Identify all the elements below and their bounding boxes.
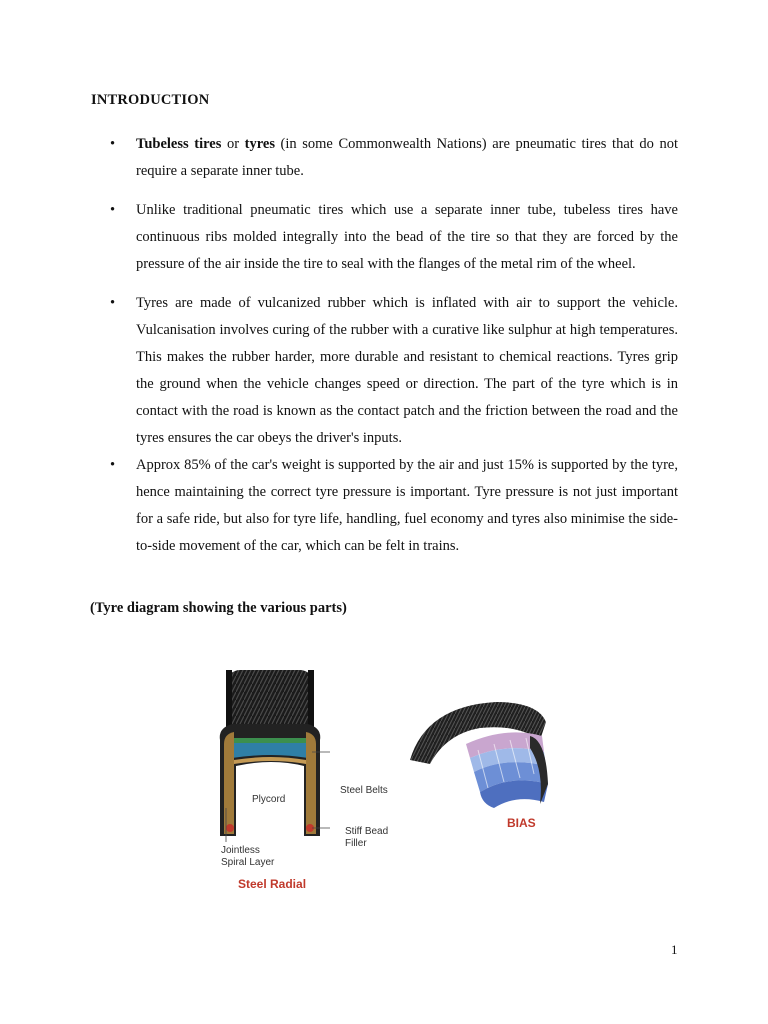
bullet-item-4 (110, 452, 678, 560)
bullet-dot: • (110, 295, 116, 311)
joiner-text: or (221, 136, 245, 152)
term-tyres: tyres (244, 136, 275, 152)
label-plycord: Plycord (252, 794, 286, 805)
bullet-text: Approx 85% of the car's weight is supported by the air and just 15% is supported by the tyre, hence maintaining the correct tyre pressure is important. Tyre pressure is not just important for a safe ride, but also for tyre life, handling, fuel economy and tyres also minimise the side-to-side movement of the car, which can be felt in trains. (136, 457, 678, 554)
steel-radial-tyre-image (212, 668, 332, 848)
label-bias: BIAS (507, 816, 536, 830)
bullet-text: Tyres are made of vulcanized rubber which is inflated with air to support the vehicle. Vulcanisation involves curing of the rubber with a curative like sulphur at high temperatures. This makes the rubber harder, more durable and resistant to chemical reactions. Tyres grip the ground when the vehicle changes speed or direction. The part of the tyre which is in contact with the road is known as the contact patch and the friction between the road and the tyres ensures the car obeys the driver's inputs. (136, 295, 678, 446)
bullet-text: Unlike traditional pneumatic tires which use a separate inner tube, tubeless tires have continuous ribs molded integrally into the bead of the tire so that they are forced by the pressure of the air inside the tire to seal with the flanges of the metal rim of the wheel. (136, 202, 678, 272)
bias-tyre-image (406, 700, 556, 815)
bullet-dot: • (110, 202, 116, 218)
bullet-item-1 (110, 131, 678, 185)
label-steel-belts: Steel Belts (340, 785, 388, 796)
bullet-list (110, 131, 678, 572)
bullet-text: (in some Commonwealth Nations) are pneumatic tires that do not require a separate inner tube. (136, 136, 678, 179)
bullet-item-2 (110, 197, 678, 278)
page-number: 1 (671, 942, 678, 957)
section-heading: INTRODUCTION (91, 92, 210, 108)
label-stiff-bead-filler: Stiff Bead Filler (345, 826, 389, 849)
bullet-dot: • (110, 136, 116, 152)
figure-caption: (Tyre diagram showing the various parts) (90, 600, 347, 616)
label-steel-radial: Steel Radial (238, 877, 307, 891)
label-jointless-spiral-layer: Jointless Spiral Layer (221, 845, 275, 868)
bullet-item-3 (110, 290, 678, 452)
bullet-dot: • (110, 457, 116, 473)
term-tubeless-tires: Tubeless tires (136, 136, 222, 152)
